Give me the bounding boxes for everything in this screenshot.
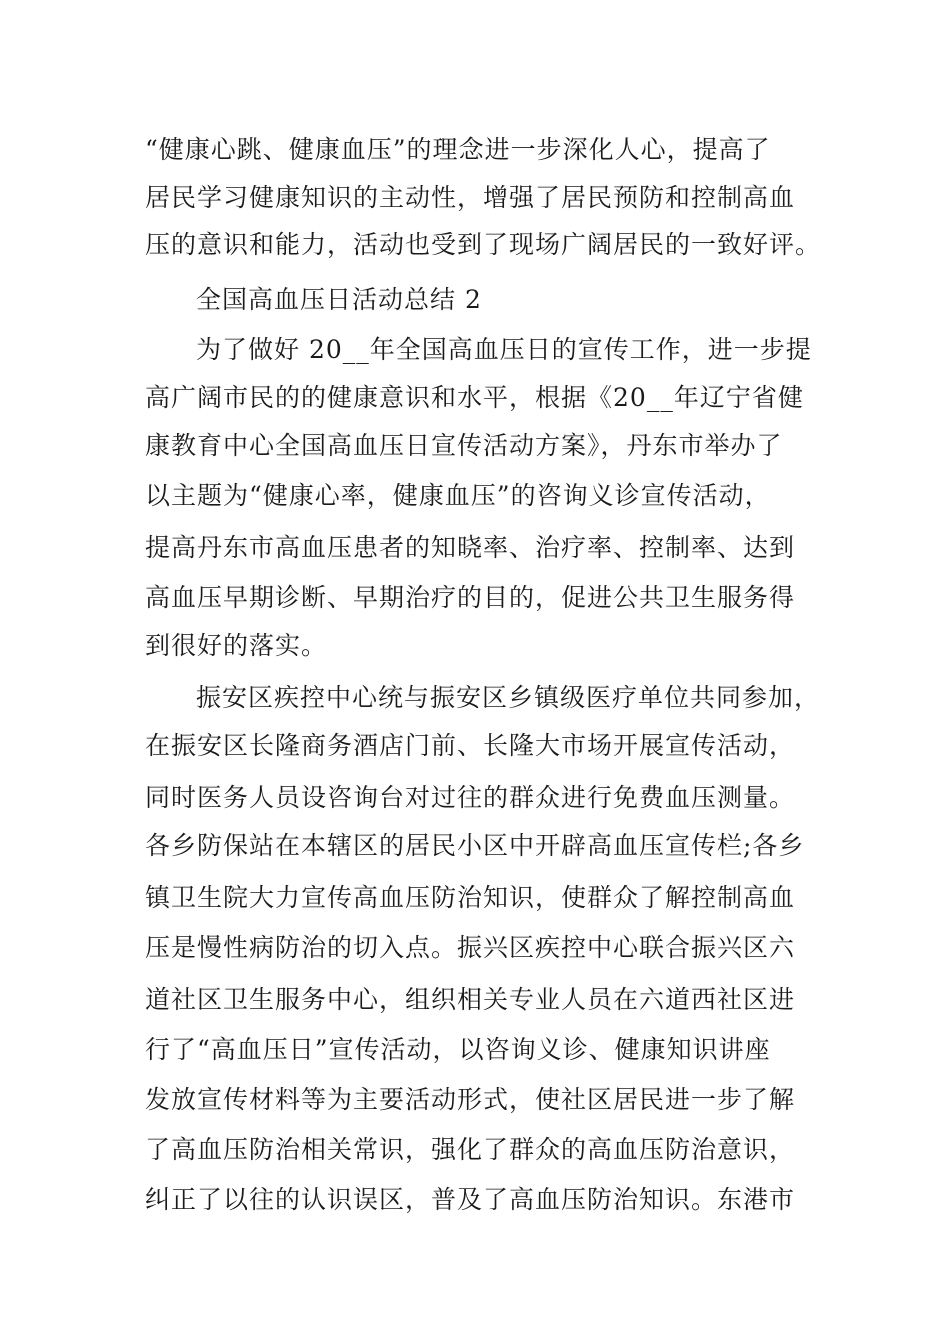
text-line: 高血压早期诊断、早期治疗的目的，促进公共卫生服务得 [145,583,796,612]
text-line: 压的意识和能力，活动也受到了现场广阔居民的一致好评。 [145,230,822,259]
text-line: 康教育中心全国高血压日宣传活动方案》，丹东市举办了 [145,431,783,460]
text-line: 各乡防保站在本辖区的居民小区中开辟高血压宣传栏;各乡 [145,831,805,860]
text-line: 在振安区长隆商务酒店门前、长隆大市场开展宣传活动， [145,731,796,760]
text-line: 居民学习健康知识的主动性，增强了居民预防和控制高血 [145,183,796,212]
text-line: 高广阔市民的的健康意识和水平，根据《20__年辽宁省健 [145,383,804,412]
text-line: 提高丹东市高血压患者的知晓率、治疗率、控制率、达到 [145,533,796,562]
text-line: 纠正了以往的认识误区，普及了高血压防治知识。东港市 [145,1185,796,1214]
text-line: 压是慢性病防治的切入点。振兴区疾控中心联合振兴区六 [145,933,796,962]
text-line: 振安区疾控中心统与振安区乡镇级医疗单位共同参加， [196,683,821,712]
section-heading: 全国高血压日活动总结 2 [196,285,482,314]
text-line: 发放宣传材料等为主要活动形式，使社区居民进一步了解 [145,1085,796,1114]
text-line: 道社区卫生服务中心，组织相关专业人员在六道西社区进 [145,985,796,1014]
text-line: 镇卫生院大力宣传高血压防治知识，使群众了解控制高血 [145,883,796,912]
text-line: 为了做好 20__年全国高血压日的宣传工作，进一步提 [196,335,812,364]
text-line: 行了“高血压日”宣传活动，以咨询义诊、健康知识讲座 [145,1035,771,1064]
text-line: “健康心跳、健康血压”的理念进一步深化人心，提高了 [145,135,771,164]
text-line: 了高血压防治相关常识，强化了群众的高血压防治意识， [145,1135,796,1164]
text-line: 到很好的落实。 [145,631,328,660]
text-line: 同时医务人员设咨询台对过往的群众进行免费血压测量。 [145,783,796,812]
text-line: 以主题为“健康心率，健康血压”的咨询义诊宣传活动， [145,481,771,510]
